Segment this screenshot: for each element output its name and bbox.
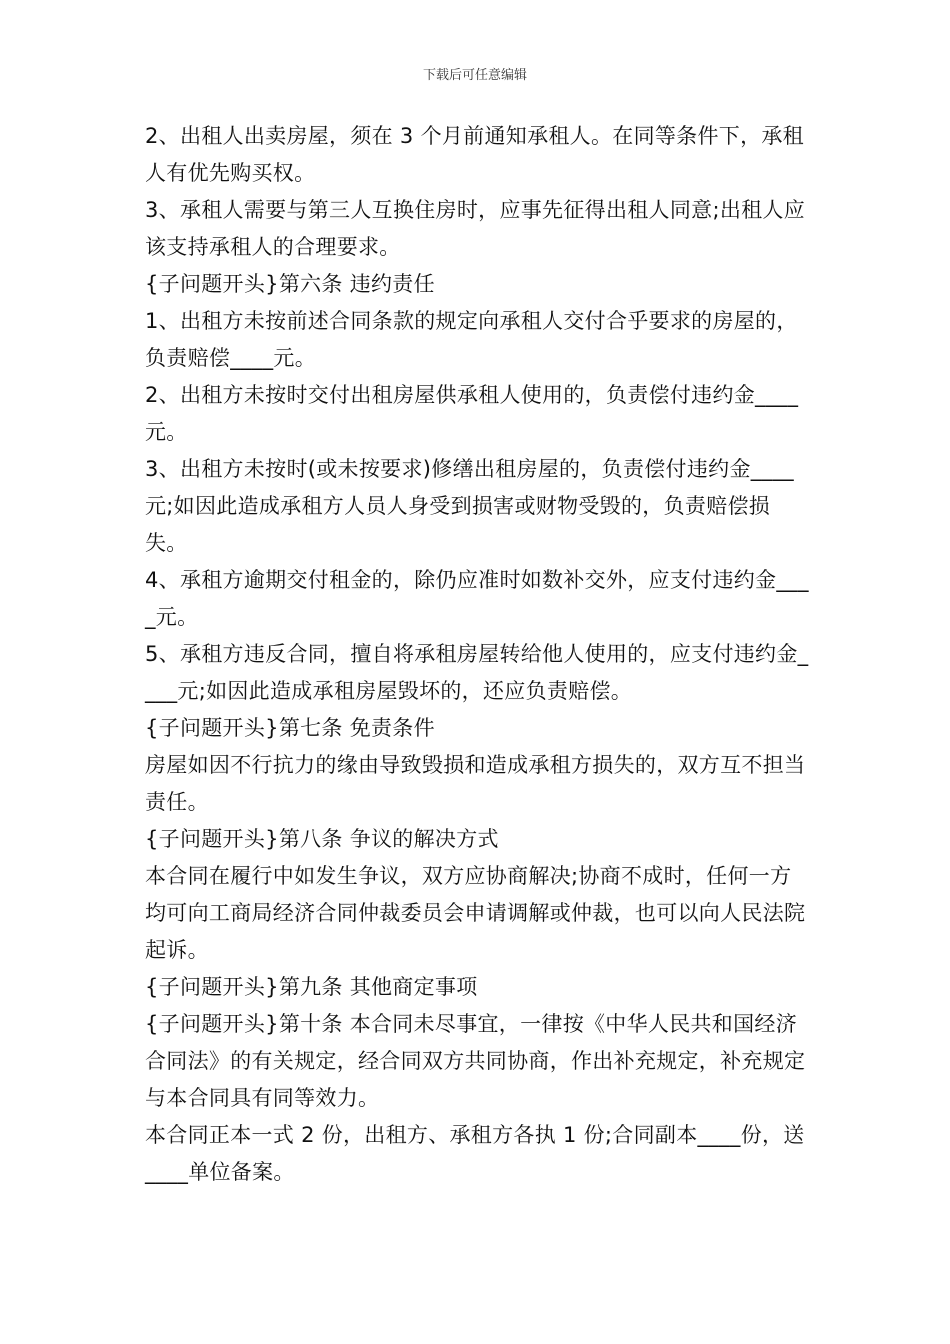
article-10-body: {子问题开头}第十条 本合同未尽事宜，一律按《中华人民共和国经济合同法》的有关规定，经合同双方共同协商，作出补充规定，补充规定与本合同具有同等效力。 <box>145 1012 806 1110</box>
article-6-item-1: 1、出租方未按前述合同条款的规定向承租人交付合乎要求的房屋的，负责赔偿____元。 <box>145 309 798 370</box>
article-6-item-2: 2、出租方未按时交付出租房屋供承租人使用的，负责偿付违约金____元。 <box>145 383 799 444</box>
article-8-heading: {子问题开头}第八条 争议的解决方式 <box>145 827 499 851</box>
page-header: 下载后可任意编辑 <box>422 68 527 83</box>
article-6-heading: {子问题开头}第六条 违约责任 <box>145 272 435 296</box>
article-9-heading: {子问题开头}第九条 其他商定事项 <box>145 975 478 999</box>
article-8-body: 本合同在履行中如发生争议，双方应协商解决;协商不成时，任何一方均可向工商局经济合同仲裁委员会申请调解或仲裁，也可以向人民法院起诉。 <box>145 864 806 962</box>
article-7-body: 房屋如因不行抗力的缘由导致毁损和造成承租方损失的，双方互不担当责任。 <box>145 753 806 814</box>
clause-2-sale-notice: 2、出租人出卖房屋，须在 3 个月前通知承租人。在同等条件下，承租人有优先购买权。 <box>145 124 804 185</box>
article-6-item-4: 4、承租方逾期交付租金的，除仍应准时如数补交外，应支付违约金____元。 <box>145 568 809 629</box>
document-body <box>145 118 810 1191</box>
article-6-item-5: 5、承租方违反合同，擅自将承租房屋转给他人使用的，应支付违约金____元;如因此造成承租房屋毁坏的，还应负责赔偿。 <box>145 642 809 703</box>
article-6-item-3: 3、出租方未按时(或未按要求)修缮出租房屋的，负责偿付违约金____元;如因此造成承租方人员人身受到损害或财物受毁的，负责赔偿损失。 <box>145 457 794 555</box>
copies-clause: 本合同正本一式 2 份，出租方、承租方各执 1 份;合同副本____份，送____单位备案。 <box>145 1123 805 1184</box>
clause-3-exchange: 3、承租人需要与第三人互换住房时，应事先征得出租人同意;出租人应该支持承租人的合理要求。 <box>145 198 806 259</box>
article-7-heading: {子问题开头}第七条 免责条件 <box>145 716 435 740</box>
